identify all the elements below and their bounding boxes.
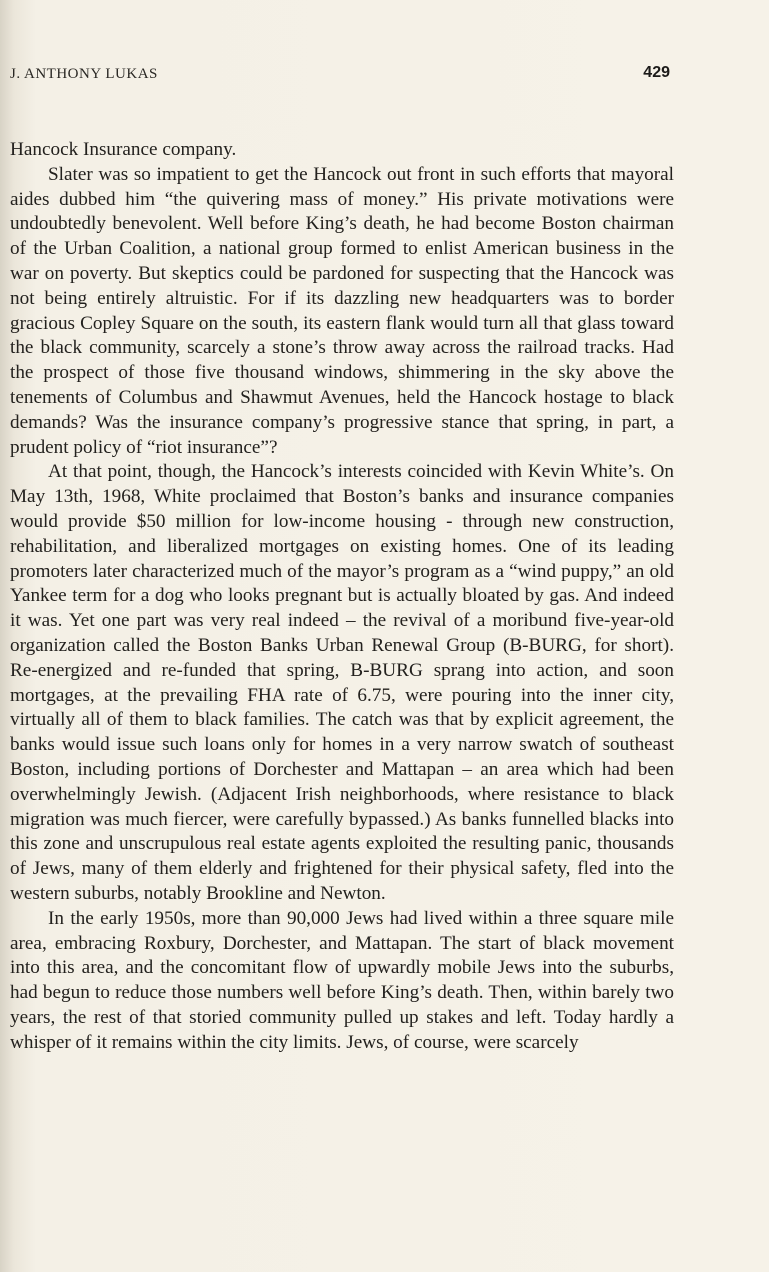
- running-head-author: J. ANTHONY LUKAS: [10, 66, 158, 82]
- paragraph-1: Hancock Insurance company.: [10, 139, 237, 160]
- paragraph-3: At that point, though, the Hancock’s interests coincided with Kevin White’s. On May 13th, 1968, White proclaimed that Boston’s banks and insurance companies would provide $50 million for low-income housing - through new construction, rehabilitation, and liberalized mortgages on existing homes. One of its leading promoters later characterized much of the mayor’s program as a “wind puppy,” an old Yankee term for a dog who looks pregnant but is actually bloated by gas. And indeed it was. Yet one part was very real indeed – the revival of a moribund five-year-old organization called the Boston Banks Urban Renewal Group (B-BURG, for short). Re-energized and re-funded that spring, B-BURG sprang into action, and soon mortgages, at the prevailing FHA rate of 6.75, were pouring into the inner city, virtually all of them to black families. The catch was that by explicit agreement, the banks would issue such loans only for homes in a very narrow swatch of southeast Boston, including portions of Dorchester and Mattapan – an area which had been overwhelmingly Jewish. (Adjacent Irish neighborhoods, where resistance to black migration was much fiercer, were carefully bypassed.) As banks funnelled blacks into this zone and unscrupulous real estate agents exploited the resulting panic, thousands of Jews, many of them elderly and frightened for their physical safety, fled into the western suburbs, notably Brookline and Newton.: [10, 461, 674, 904]
- running-header: [10, 66, 670, 88]
- paragraph-4: In the early 1950s, more than 90,000 Jews had lived within a three square mile area, embracing Roxbury, Dorchester, and Mattapan. The start of black movement into this area, and the concomitant flow of upwardly mobile Jews into the suburbs, had begun to reduce those numbers well before King’s death. Then, within barely two years, the rest of that storied community pulled up stakes and left. Today hardly a whisper of it remains within the city limits. Jews, of course, were scarcely: [10, 907, 674, 1053]
- paragraph-2: Slater was so impatient to get the Hancock out front in such efforts that mayoral aides dubbed him “the quivering mass of money.” His private motivations were undoubtedly benevolent. Well before King’s death, he had become Boston chairman of the Urban Coalition, a national group formed to enlist American business in the war on poverty. But skeptics could be pardoned for suspecting that the Hancock was not being entirely altruistic. For if its dazzling new headquarters was to border gracious Copley Square on the south, its eastern flank would turn all that glass toward the black community, scarcely a stone’s throw away across the railroad tracks. Had the prospect of those five thousand windows, shimmering in the sky above the tenements of Columbus and Shawmut Avenues, held the Hancock hostage to black demands? Was the insurance company’s progressive stance that spring, in part, a prudent policy of “riot insurance”?: [10, 163, 674, 458]
- page-number: 429: [643, 64, 670, 81]
- body-text: [10, 138, 674, 1055]
